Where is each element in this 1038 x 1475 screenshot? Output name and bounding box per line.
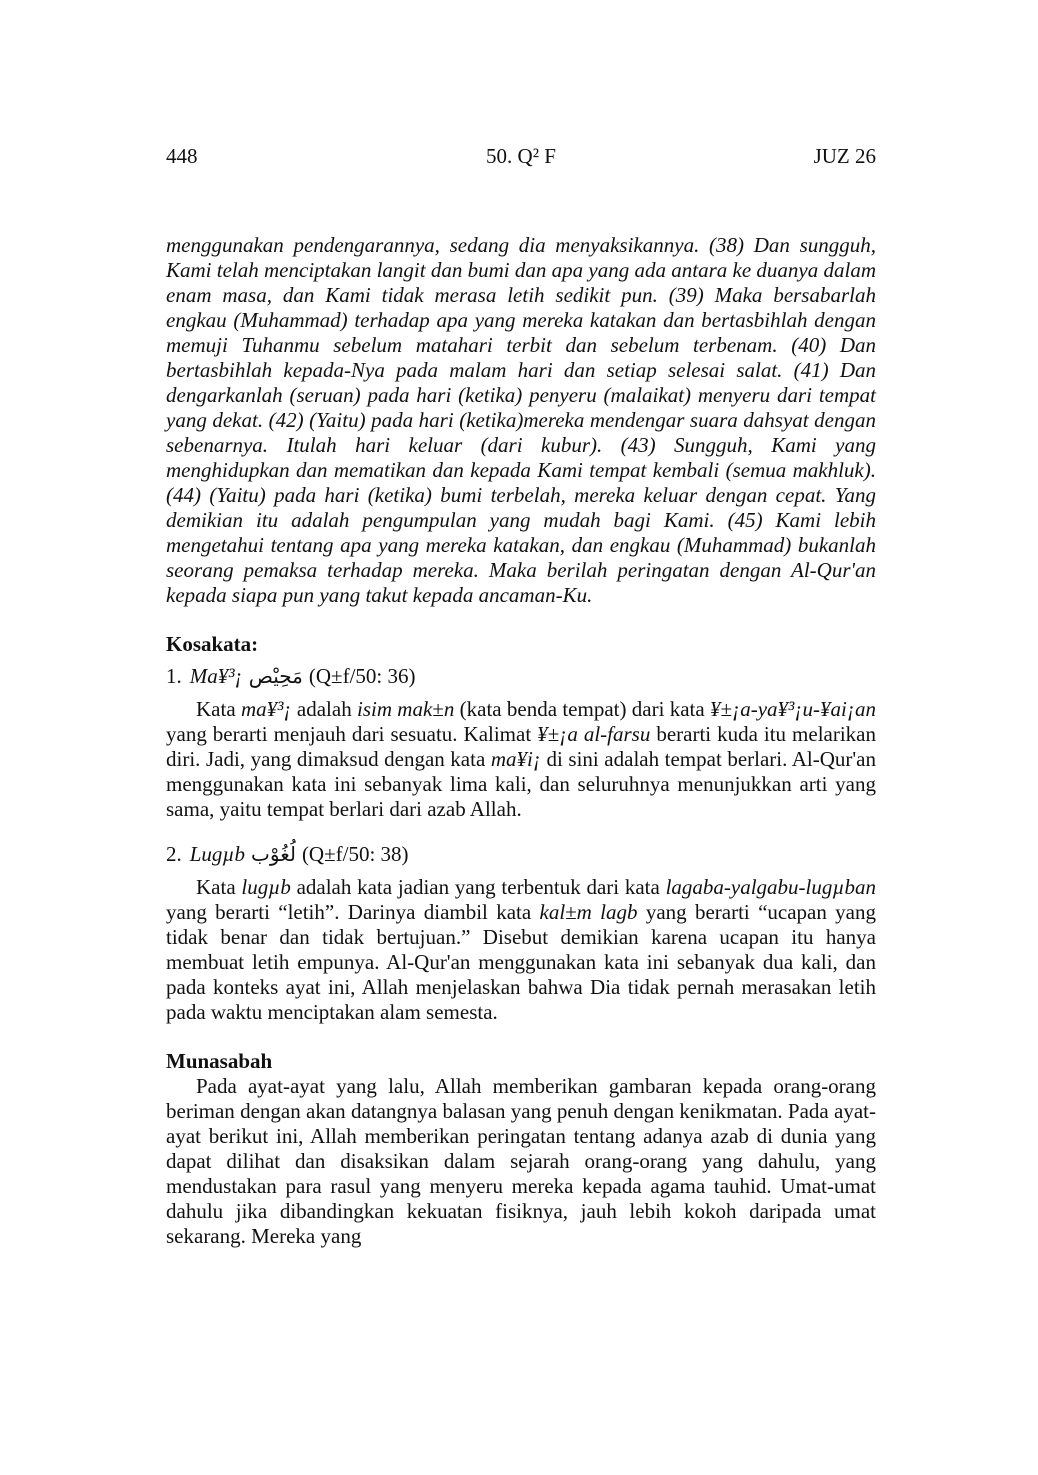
italic-term: kal±m lagb	[539, 900, 638, 924]
italic-term: ¥±¡a-ya¥³¡u-¥ai¡an	[710, 697, 876, 721]
italic-term: lagaba-yalgabu-lugµban	[665, 875, 876, 899]
kosakata-heading: Kosakata:	[166, 632, 259, 656]
text-run: yang berarti “ucapan yang tidak benar dan tidak bertujuan.” Disebut demikian karena ucapan itu hanya membuat letih empunya. Al-Qur'an menggunakan kata ini sebanyak dua kali, dan pada konteks ayat ini, Allah menjelaskan bahwa Dia tidak pernah merasakan letih pada waktu menciptakan alam semesta.	[166, 900, 876, 1024]
entry-1-explanation	[166, 697, 876, 822]
entry-term: Lugµb	[189, 842, 246, 866]
text-run: yang berarti menjauh dari sesuatu. Kalimat	[166, 722, 538, 746]
entry-arabic: مَحِيْص	[248, 664, 303, 688]
munasabah-heading: Munasabah	[166, 1049, 273, 1073]
entry-term: Ma¥³¡	[189, 664, 243, 688]
translation-paragraph: menggunakan pendengarannya, sedang dia menyaksikannya. (38) Dan sungguh, Kami telah menciptakan langit dan bumi dan apa yang ada antara ke duanya dalam enam masa, dan Kami tidak merasa letih sedikit pun. (39) Maka bersabarlah engkau (Muhammad) terhadap apa yang mereka katakan dan bertasbihlah dengan memuji Tuhanmu sebelum matahari terbit dan sebelum terbenam. (40) Dan bertasbihlah kepada-Nya pada malam hari dan setiap selesai salat. (41) Dan dengarkanlah (seruan) pada hari (ketika) penyeru (malaikat) menyeru dari tempat yang dekat. (42) (Yaitu) pada hari (ketika)mereka mendengar suara dahsyat dengan sebenarnya. Itulah hari keluar (dari kubur). (43) Sungguh, Kami yang menghidupkan dan mematikan dan kepada Kami tempat kembali (semua makhluk). (44) (Yaitu) pada hari (ketika) bumi terbelah, mereka keluar dengan cepat. Yang demikian itu adalah pengumpulan yang mudah bagi Kami. (45) Kami lebih mengetahui tentang apa yang mereka katakan, dan engkau (Muhammad) bukanlah seorang pemaksa terhadap mereka. Maka berilah peringatan dengan Al-Qur'an kepada siapa pun yang takut kepada ancaman-Ku.	[166, 233, 876, 607]
italic-term: isim mak±n	[357, 697, 455, 721]
entry-reference: (Q±f/50: 36)	[308, 664, 416, 688]
text-run: yang berarti “letih”. Darinya diambil kata	[166, 900, 540, 924]
juz-label: JUZ 26	[813, 144, 876, 168]
vocabulary-entry-1	[166, 664, 876, 689]
text-run: Kata	[196, 697, 241, 721]
text-run: di sini adalah tempat berlari. Al-Qur'an menggunakan kata ini sebanyak lima kali, dan seluruhnya menunjukkan arti yang sama, yaitu tempat berlari dari azab Allah.	[166, 747, 877, 821]
text-run: Kata	[196, 875, 242, 899]
italic-term: ma¥i¡	[490, 747, 542, 771]
page-number: 448	[166, 144, 198, 168]
italic-term: ¥±¡a al-farsu	[537, 722, 651, 746]
munasabah-paragraph: Pada ayat-ayat yang lalu, Allah memberikan gambaran kepada orang-orang beriman dengan akan datangnya balasan yang penuh dengan kenikmatan. Pada ayat-ayat berikut ini, Allah memberikan peringatan tentang adanya azab di dunia yang dapat dilihat dan disaksikan dalam sejarah orang-orang yang dahulu, yang mendustakan para rasul yang menyeru mereka kepada agama tauhid. Umat-umat dahulu jika dibandingkan kekuatan fisiknya, jauh lebih kokoh daripada umat sekarang. Mereka yang	[166, 1074, 876, 1248]
vocabulary-entry-2	[166, 842, 876, 867]
entry-2-explanation	[166, 875, 876, 1025]
text-run: adalah	[291, 697, 357, 721]
page-body	[166, 233, 876, 1249]
italic-term: ma¥³¡	[240, 697, 292, 721]
text-run: berarti kuda itu melarikan diri. Jadi, yang dimaksud dengan kata	[166, 722, 876, 771]
text-run: adalah kata jadian yang terbentuk dari kata	[290, 875, 666, 899]
text-run: (kata benda tempat) dari kata	[454, 697, 711, 721]
italic-term: lugµb	[241, 875, 291, 899]
entry-number: 1.	[166, 664, 182, 688]
entry-arabic: لُغُوْب	[251, 842, 296, 866]
chapter-title: 50. Q² F	[486, 144, 556, 168]
page-header	[166, 144, 876, 174]
entry-reference: (Q±f/50: 38)	[301, 842, 409, 866]
entry-number: 2.	[166, 842, 182, 866]
